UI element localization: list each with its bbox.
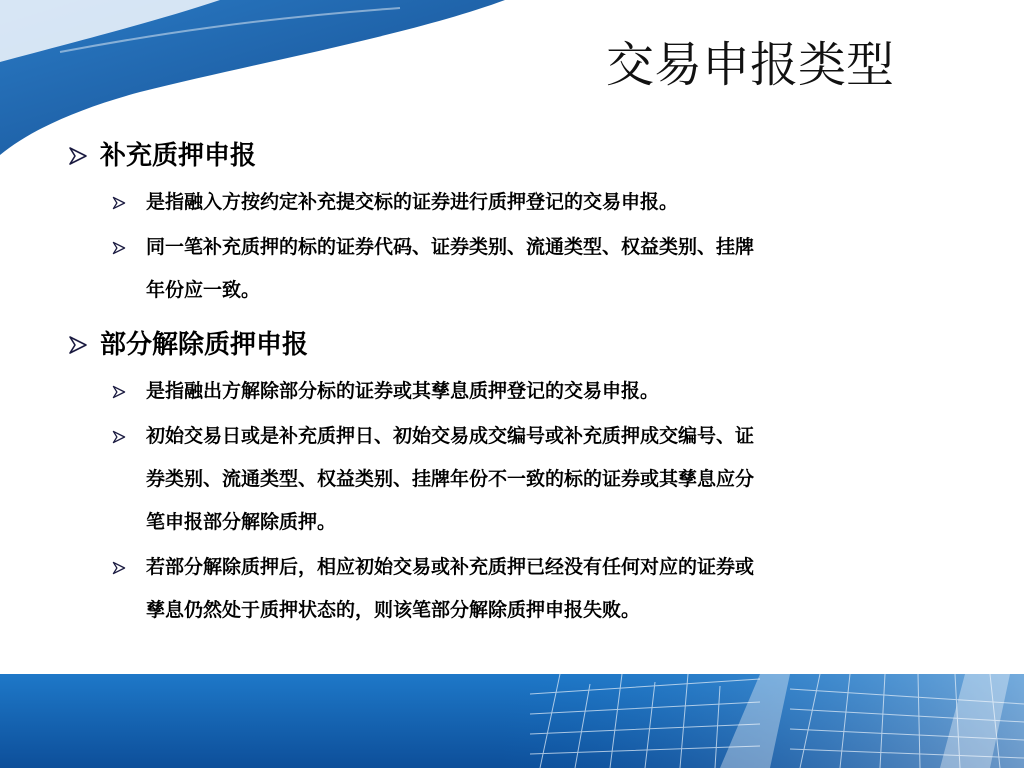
bullet-text-line: 券类别、流通类型、权益类别、挂牌年份不一致的标的证券或其孳息应分 bbox=[146, 468, 755, 490]
bullet-point bbox=[112, 226, 978, 312]
section-heading-supplementary-pledge bbox=[68, 133, 978, 179]
arrow-bullet-icon bbox=[112, 561, 126, 575]
bullet-point bbox=[112, 370, 978, 413]
bullet-text-line: 年份应一致。 bbox=[146, 279, 261, 301]
bullet-text-line: 是指融出方解除部分标的证券或其孳息质押登记的交易申报。 bbox=[146, 380, 660, 402]
slide-title: 交易申报类型 bbox=[605, 37, 894, 93]
section-heading-text: 部分解除质押申报 bbox=[100, 330, 309, 360]
arrow-bullet-icon bbox=[112, 196, 126, 210]
arrow-bullet-icon bbox=[112, 241, 126, 255]
arrow-bullet-icon bbox=[112, 430, 126, 444]
bullet-text-line: 同一笔补充质押的标的证券代码、证券类别、流通类型、权益类别、挂牌 bbox=[146, 236, 755, 258]
bullet-text-line: 笔申报部分解除质押。 bbox=[146, 511, 337, 533]
bullet-point bbox=[112, 546, 978, 632]
bullet-text-line: 孳息仍然处于质押状态的，则该笔部分解除质押申报失败。 bbox=[146, 599, 641, 621]
section-heading-text: 补充质押申报 bbox=[100, 141, 257, 171]
footer-building-band bbox=[0, 674, 1024, 768]
arrow-bullet-icon bbox=[68, 335, 88, 355]
slide-content bbox=[68, 133, 978, 632]
section-heading-partial-release bbox=[68, 322, 978, 368]
bullet-text-line: 是指融入方按约定补充提交标的证券进行质押登记的交易申报。 bbox=[146, 191, 679, 213]
bullet-point bbox=[112, 181, 978, 224]
bullet-text-line: 若部分解除质押后，相应初始交易或补充质押已经没有任何对应的证券或 bbox=[146, 556, 755, 578]
arrow-bullet-icon bbox=[112, 385, 126, 399]
arrow-bullet-icon bbox=[68, 146, 88, 166]
bullet-text-line: 初始交易日或是补充质押日、初始交易成交编号或补充质押成交编号、证 bbox=[146, 425, 755, 447]
bullet-point bbox=[112, 415, 978, 544]
